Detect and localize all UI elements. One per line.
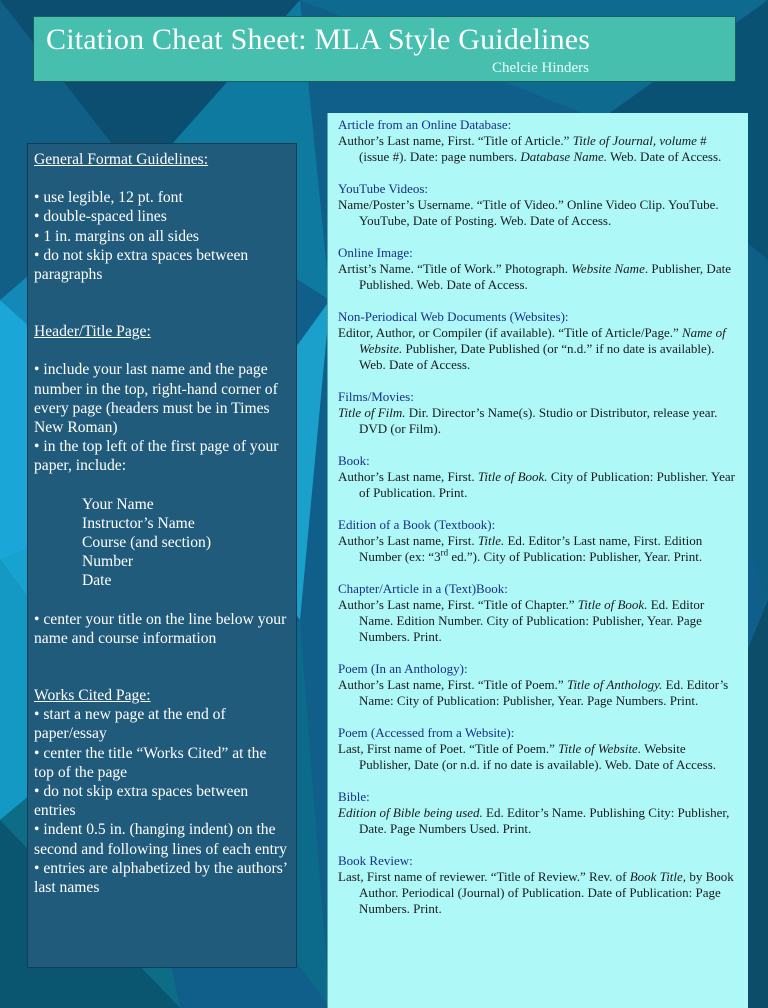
entry-citation: Author’s Last name, First. “Title of Article.” Title of Journal, volume # (issue #). Date: page numbers. Database Name. Web. Date of Access. (338, 133, 722, 164)
entry-citation: Title of Film. Dir. Director’s Name(s). Studio or Distributor, release year. DVD (or Film). (338, 405, 718, 436)
entry-title: Poem (In an Anthology): (338, 661, 468, 676)
entry-online-image (338, 245, 738, 293)
general-format-heading: General Format Guidelines: (34, 151, 209, 168)
entry-title: Online Image: (338, 245, 413, 260)
entry-poem-anthology (338, 661, 738, 709)
entry-citation: Author’s Last name, First. Title. Ed. Editor’s Last name, First. Edition Number (ex: “3rd ed.”). City of Publication: Publisher, Year. Print. (338, 533, 703, 564)
works-item: • entries are alphabetized by the authors’ last names (34, 859, 287, 897)
entry-edition (338, 517, 738, 565)
general-item: • 1 in. margins on all sides (34, 227, 199, 245)
general-item: • double-spaced lines (34, 208, 167, 226)
entry-citation: Last, First name of reviewer. “Title of Review.” Rev. of Book Title, by Book Author. Periodical (Journal) of Publication. Date of Publication: Page Numbers. Print. (338, 869, 734, 916)
entry-citation: Artist’s Name. “Title of Work.” Photograph. Website Name. Publisher, Date Published. Web. Date of Access. (338, 261, 731, 292)
entry-films (338, 389, 738, 437)
header-list-item: Number (82, 553, 134, 571)
header-list-item: Course (and section) (82, 534, 212, 552)
header-item: • center your title on the line below your name and course information (34, 610, 287, 647)
entry-citation: Editor, Author, or Compiler (if available). “Title of Article/Page.” Name of Website. Publisher, Date Published (or “n.d.” if no date is available). Web. Date of Access. (338, 325, 726, 372)
entry-web-documents (338, 309, 738, 373)
header-title-heading: Header/Title Page: (34, 323, 151, 341)
entry-youtube (338, 181, 738, 229)
entry-citation: Author’s Last name, First. Title of Book. City of Publication: Publisher. Year of Publication. Print. (338, 469, 735, 500)
entry-title: Book Review: (338, 853, 413, 868)
entry-poem-website (338, 725, 738, 773)
header-item: • in the top left of the first page of your paper, include: (34, 438, 279, 475)
entry-title: Book: (338, 453, 370, 468)
works-item: • indent 0.5 in. (hanging indent) on the second and following lines of each entry (34, 821, 287, 858)
general-item: • use legible, 12 pt. font (34, 189, 183, 207)
entry-title: Non-Periodical Web Documents (Websites): (338, 309, 569, 324)
works-cited-heading: Works Cited Page: (34, 687, 151, 705)
entry-citation: Edition of Bible being used. Ed. Editor’s Name. Publishing City: Publisher, Date. Page Numbers Used. Print. (338, 805, 730, 836)
citation-examples-panel (327, 113, 748, 1008)
entry-title: Poem (Accessed from a Website): (338, 725, 515, 740)
entry-citation: Name/Poster’s Username. “Title of Video.” Online Video Clip. YouTube. YouTube, Date of Posting. Web. Date of Access. (338, 197, 719, 228)
entry-title: Article from an Online Database: (338, 117, 512, 132)
entry-citation: Author’s Last name, First. “Title of Chapter.” Title of Book. Ed. Editor Name. Edition Number. City of Publication: Publisher, Year. Page Numbers. Print. (338, 597, 705, 644)
author-name: Chelcie Hinders (491, 60, 589, 76)
general-item: • do not skip extra spaces between paragraphs (34, 246, 249, 284)
header-list-item: Your Name (82, 495, 154, 513)
works-item: • start a new page at the end of paper/essay (34, 706, 226, 743)
entry-title: Chapter/Article in a (Text)Book: (338, 581, 508, 596)
entry-book (338, 453, 738, 501)
entry-title: Bible: (338, 789, 370, 804)
entry-online-database (338, 117, 738, 165)
entry-title: YouTube Videos: (338, 181, 429, 196)
header-item: • include your last name and the page number in the top, right-hand corner of every page (headers must be in Times New Roman) (34, 361, 278, 437)
entry-title: Edition of a Book (Textbook): (338, 517, 496, 532)
works-item: • do not skip extra spaces between entries (34, 783, 249, 820)
title-banner (33, 16, 736, 82)
works-item: • center the title “Works Cited” at the top of the page (34, 744, 267, 781)
entry-book-review (338, 853, 738, 917)
guidelines-panel (27, 143, 297, 968)
entry-chapter (338, 581, 738, 645)
entry-citation: Last, First name of Poet. “Title of Poem.” Title of Website. Website Publisher, Date (or n.d. if no date is available). Web. Date of Access. (338, 741, 717, 772)
header-list-item: Instructor’s Name (82, 514, 195, 532)
entry-title: Films/Movies: (338, 389, 414, 404)
entry-bible (338, 789, 738, 837)
page-title: Citation Cheat Sheet: MLA Style Guidelines (46, 23, 591, 56)
header-list-item: Date (82, 572, 112, 590)
entry-citation: Author’s Last name, First. “Title of Poem.” Title of Anthology. Ed. Editor’s Name: City of Publication: Publisher, Year. Page Numbers. Print. (338, 677, 729, 708)
